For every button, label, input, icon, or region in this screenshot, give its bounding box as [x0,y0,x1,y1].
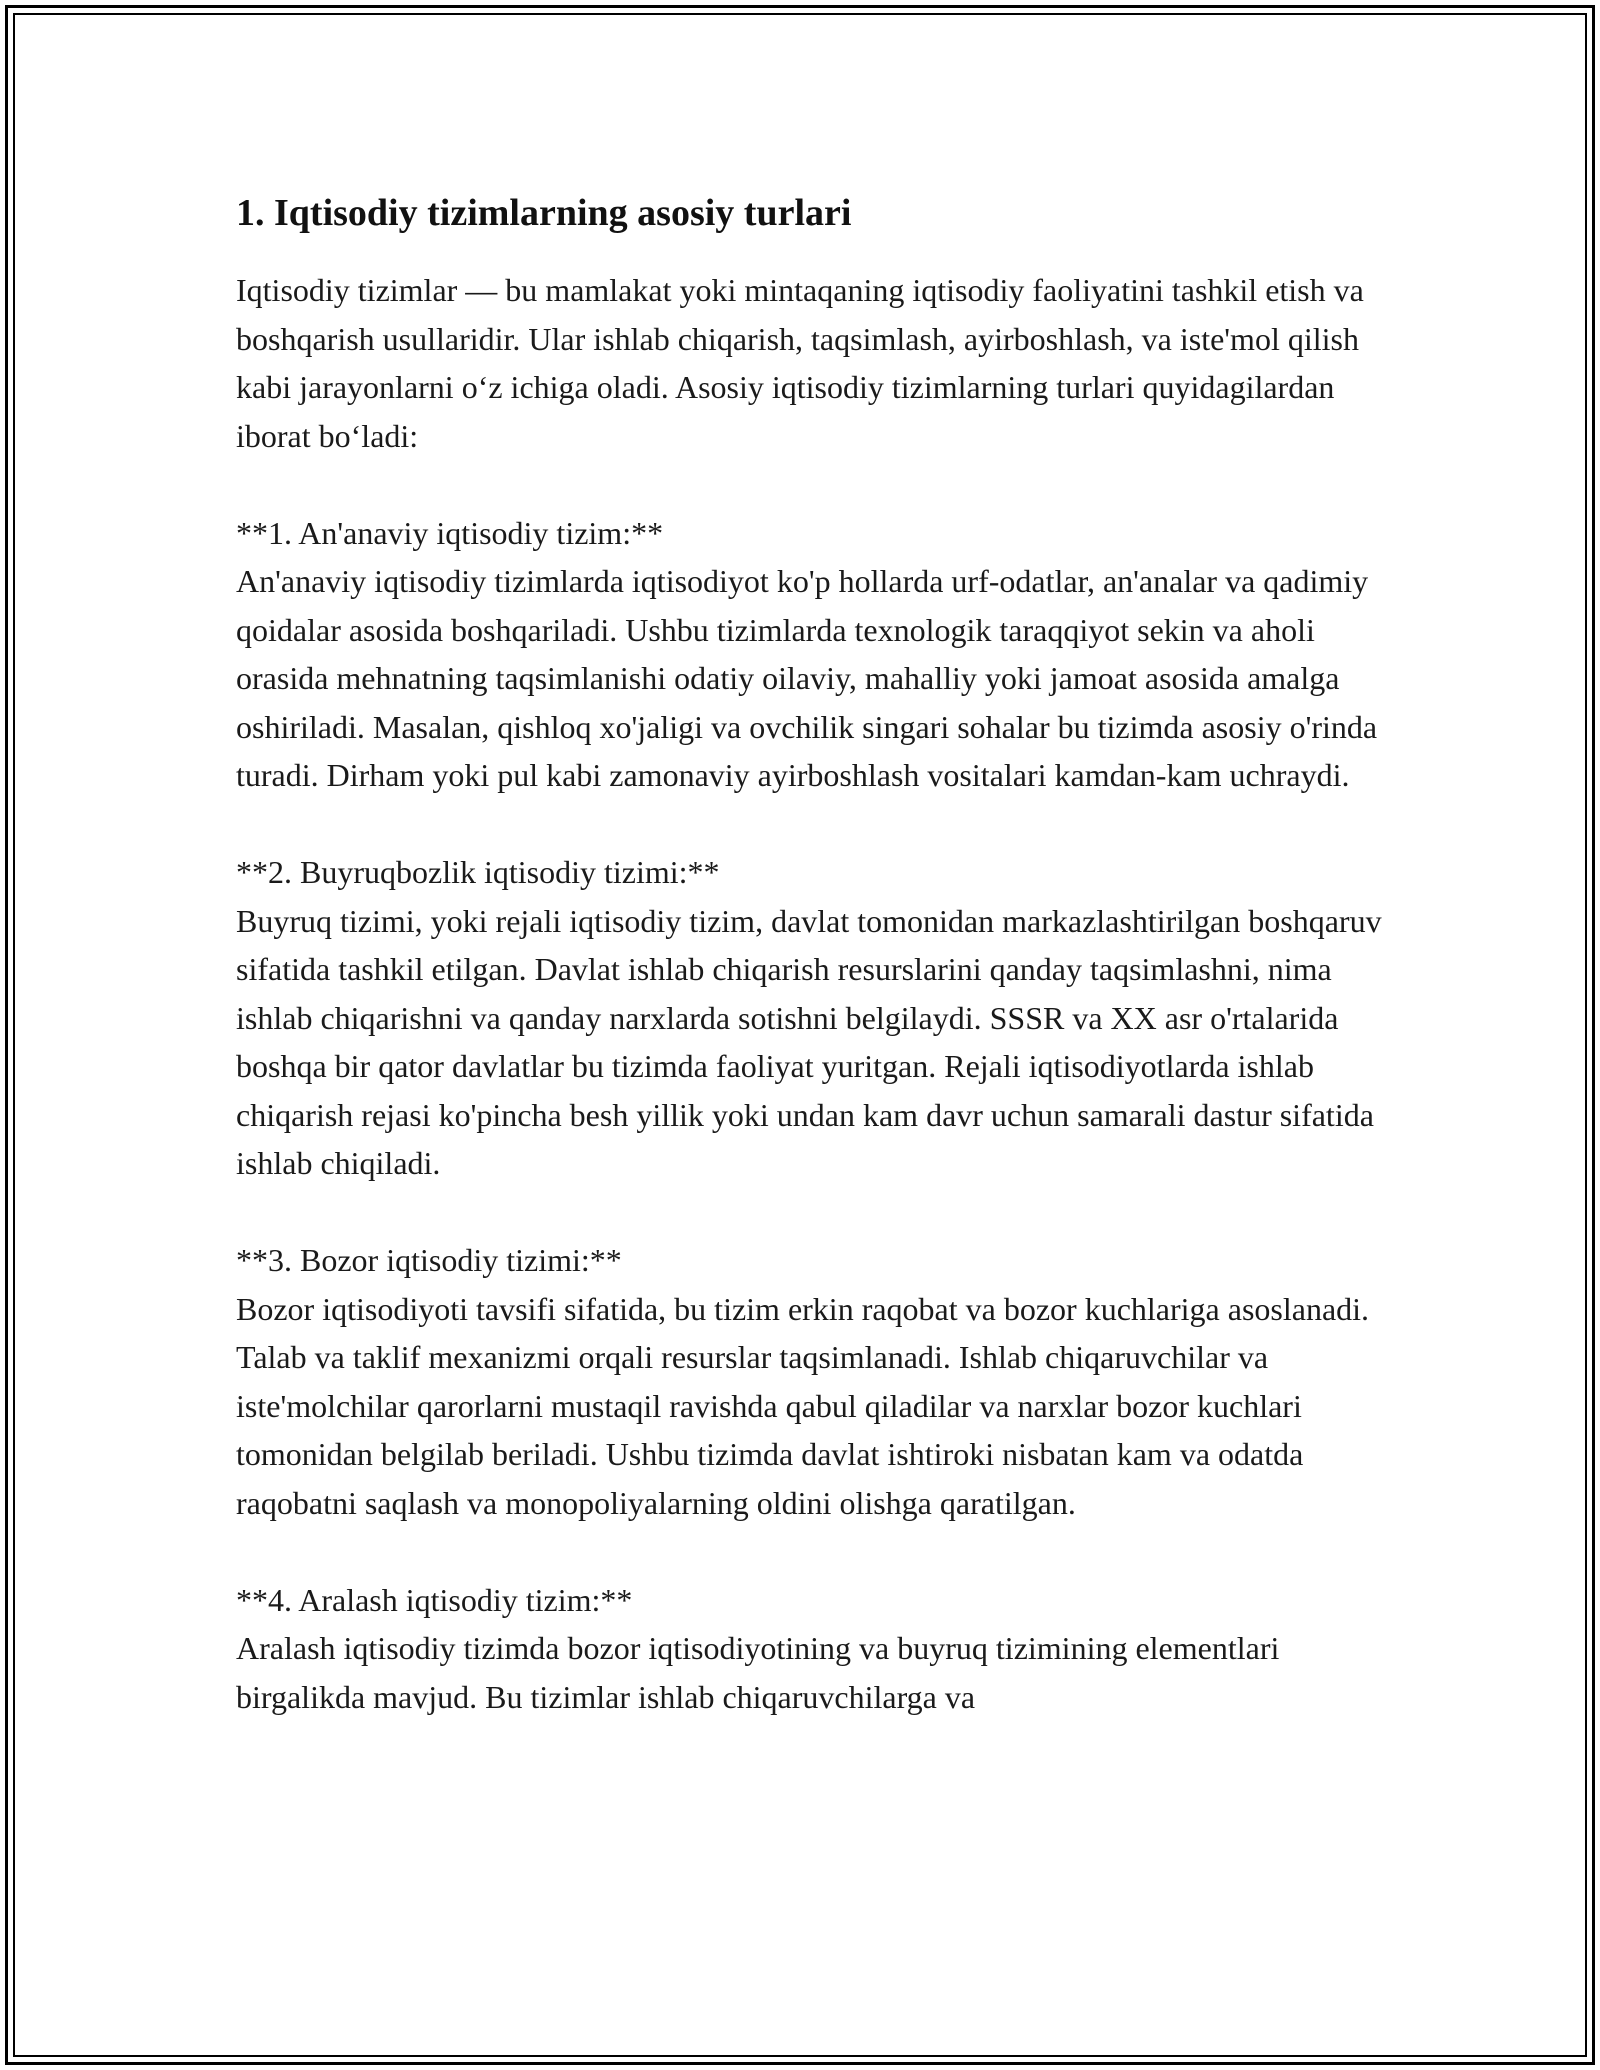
section-command [236,848,1386,1188]
intro-paragraph: Iqtisodiy tizimlar — bu mamlakat yoki mintaqaning iqtisodiy faoliyatini tashkil etish va boshqarish usullaridir. Ular ishlab chiqarish, taqsimlash, ayirboshlash, va iste'mol qilish kabi jarayonlarni o‘z ichiga oladi. Asosiy iqtisodiy tizimlarning turlari quyidagilardan iborat bo‘ladi: [236,272,1364,454]
section-heading: **4. Aralash iqtisodiy tizim:** [236,1581,633,1618]
section-body: Aralash iqtisodiy tizimda bozor iqtisodiyotining va buyruq tizimining elementlari birgalikda mavjud. Bu tizimlar ishlab chiqaruvchilarga va [236,1630,1280,1715]
section-heading: **2. Buyruqbozlik iqtisodiy tizimi:** [236,854,720,890]
document-content [236,190,1386,1770]
document-title: 1. Iqtisodiy tizimlarning asosiy turlari [236,192,852,234]
section-traditional [236,509,1386,800]
section-mixed [236,1576,1386,1722]
section-body: An'anaviy iqtisodiy tizimlarda iqtisodiyot ko'p hollarda urf-odatlar, an'analar va qadimiy qoidalar asosida boshqariladi. Ushbu tizimlarda texnologik taraqqiyot sekin va aholi orasida mehnatning taqsimlanishi odatiy oilaviy, mahalliy yoki jamoat asosida amalga oshiriladi. Masalan, qishloq xo'jaligi va ovchilik singari sohalar bu tizimda asosiy o'rinda turadi. Dirham yoki pul kabi zamonaviy ayirboshlash vositalari kamdan-kam uchraydi. [236,563,1378,793]
section-body: Buyruq tizimi, yoki rejali iqtisodiy tizim, davlat tomonidan markazlashtirilgan boshqaruv sifatida tashkil etilgan. Davlat ishlab chiqarish resurslarini qanday taqsimlashni, nima ishlab chiqarishni va qanday narxlarda sotishni belgilaydi. SSSR va XX asr o'rtalarida boshqa bir qator davlatlar bu tizimda faoliyat yuritgan. Rejali iqtisodiyotlarda ishlab chiqarish rejasi ko'pincha besh yillik yoki undan kam davr uchun samarali dastur sifatida ishlab chiqiladi. [236,902,1382,1181]
section-body: Bozor iqtisodiyoti tavsifi sifatida, bu tizim erkin raqobat va bozor kuchlariga asoslanadi. Talab va taklif mexanizmi orqali resurslar taqsimlanadi. Ishlab chiqaruvchilar va iste'molchilar qarorlarni mustaqil ravishda qabul qiladilar va narxlar bozor kuchlari tomonidan belgilab beriladi. Ushbu tizimda davlat ishtiroki nisbatan kam va odatda raqobatni saqlash va monopoliyalarning oldini olishga qaratilgan. [236,1290,1370,1521]
section-market [236,1236,1386,1527]
section-heading: **3. Bozor iqtisodiy tizimi:** [236,1242,622,1278]
section-heading: **1. An'anaviy iqtisodiy tizim:** [236,514,664,551]
